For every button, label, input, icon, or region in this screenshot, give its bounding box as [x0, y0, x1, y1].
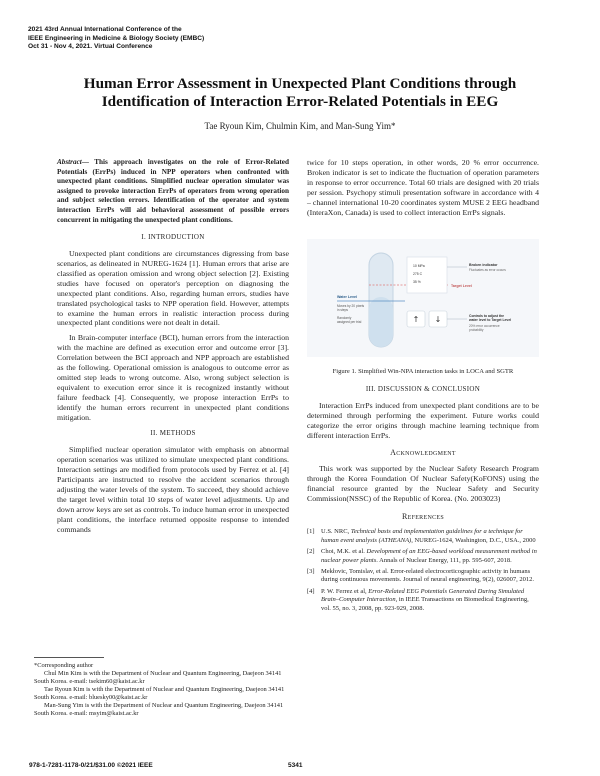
acknowledgment-paragraph: This work was supported by the Nuclear Safety Research Program through the Korea Foundation Of Nuclear Safety(KoFONS) using the financial resource granted by the Nuclear Safety and Security Commission(NSSC) of the Republic of Korea. (No. 2003023) — [307, 463, 539, 503]
conference-line-2: IEEE Engineering in Medicine & Biology Society (EMBC) — [28, 34, 205, 42]
page-number: 5341 — [288, 762, 303, 769]
water-level-desc-2: in steps — [337, 308, 348, 313]
reference-number: [1] — [307, 528, 315, 536]
reference-item — [307, 548, 539, 565]
conference-header — [28, 26, 328, 52]
reference-prefix: Mekłovic, Tomislav, et al. Error-related electrocorticographic activity in humans during continuous movements. Journal of neural engineering, 9(2), 026007, 2012. — [321, 567, 535, 584]
reference-prefix: P. W. Ferrez et al, — [321, 587, 369, 595]
reference-item — [307, 528, 539, 545]
tank-water — [369, 297, 393, 347]
intro-paragraph-1: Unexpected plant conditions are circumstances digressing from base scenarios, as delineated in NUREG-1624 [1]. Human errors that arise are classified as operation omission and wrong object selection [2]. Existing studies have focused on operator's perception on diagnosing the unexpected plant conditions. Also, regarding human errors, studies have translated psychological tasks to NPP operation field. However, attempts to examine the human errors in realistic interaction process during unexpected plant conditions were not dealt in detail. — [57, 249, 289, 328]
randomly-desc: assigned per trial — [337, 320, 362, 325]
water-level-label: Water Level — [337, 295, 358, 300]
methods-heading: II. METHODS — [150, 429, 196, 438]
abstract-label: Abstract— — [57, 158, 89, 166]
reference-text — [321, 568, 539, 585]
controls-desc-2: probability — [469, 328, 484, 333]
reference-suffix: , in IEEE Transactions on Biomedical Engineering, vol. 55, no. 3, 2008, pp. 923-929, 2008. — [321, 596, 529, 612]
reference-number: [3] — [307, 567, 315, 575]
reference-number: [2] — [307, 548, 315, 556]
right-column — [307, 158, 539, 616]
up-arrow-icon: ↑ — [412, 315, 420, 325]
conference-line-3: Oct 31 - Nov 4, 2021. Virtual Conference — [28, 43, 153, 51]
reference-item — [307, 568, 539, 585]
indicator-value-3: 35 % — [413, 280, 421, 285]
footnote-2: Tae Ryoun Kim is with the Department of Nuclear and Quantum Engineering, Daejeon 34141 South Korea. e-mail: bluesky00@kaist.ac.kr — [34, 686, 285, 701]
reference-number: [4] — [307, 587, 315, 595]
paper-title — [40, 75, 560, 111]
indicator-value-2: 275 C — [413, 272, 423, 277]
references-heading: References — [401, 512, 444, 522]
reference-title: Technical basis and implementation guidelines for a technique for human event analysis (ATHEANA) — [321, 528, 523, 544]
figure-caption: Figure 1. Simplified Win-NPA interaction tasks in LOCA and SGTR — [332, 368, 514, 376]
title-line-2: Identification of Interaction Error-Related Potentials in EEG — [101, 93, 499, 110]
reference-title: Error-Related EEG Potentials Generated During Simulated Brain–Computer Interaction — [321, 587, 525, 604]
footnotes — [34, 657, 292, 718]
footnote-rule — [34, 657, 104, 658]
discussion-heading: III. DISCUSSION & CONCLUSION — [365, 385, 481, 394]
footnote-1: Chul Min Kim is with the Department of Nuclear and Quantum Engineering, Daejeon 34141 South Korea. e-mail: tsekim60@kaist.ac.kr — [34, 670, 282, 685]
abstract-text: This approach investigates on the role of Error-Related Potentials (ErrPs) induced in NPP operators when confronted with unexpected plant conditions. Simplified nuclear operation simulator was assigned to provoke interaction ErrPs of operators from wrong operation and subject selection errors. Identification of the operator and system interaction ErrPs will aid behavioral assessment of possible errors concurrent in mitigating the unexpected plant conditions. — [57, 158, 289, 224]
methods-paragraph-1: Simplified nuclear operation simulator with emphasis on abnormal operation scenarios was utilized to simulate unexpected plant conditions. Interaction settings are modified from protocols used by Ferrez et al. [4] Participants are instructed to resolve the accident scenarios through adjusting the water levels of the system. To succeed, they should achieve the target level within total 10 steps of water level adjustments. Up and down arrow keys are set as controls. To induce human error in unexpected plant conditions, the interface returned opposite response to intended commands — [57, 445, 289, 534]
reference-suffix: . Annals of Nuclear Energy, 111, pp. 595-607, 2018. — [376, 556, 512, 564]
reference-item — [307, 588, 539, 613]
intro-paragraph-2: In Brain-computer interface (BCI), human errors from the interaction with the machine are defined as execution error and outcome error [3]. Correlation between the BCI approach and NPP approach are established as the following. Operational omission is analogous to outcome error as omitted step leads to wrong outcome. Also, wrong subject selection is equivalent to execution error since it is recognized instantly without failure feedback [4]. Consequently, we propose interaction ErrPs to identify the human errors recurrent in unexpected plant conditions mitigation. — [57, 333, 289, 422]
left-column — [57, 158, 289, 540]
conference-line-1: 2021 43rd Annual International Conference of the — [28, 26, 182, 33]
authors: Tae Ryoun Kim, Chulmin Kim, and Man-Sung Yim* — [204, 121, 396, 131]
title-line-1: Human Error Assessment in Unexpected Plant Conditions through — [83, 75, 517, 92]
footnote-3: Man-Sung Yim is with the Department of Nuclear and Quantum Engineering, Daejeon 34141 South Korea. e-mail: msyim@kaist.ac.kr — [34, 702, 284, 717]
controls-label-2: water level to Target Level — [469, 318, 512, 323]
reference-text — [321, 548, 539, 565]
broken-indicator-label: Broken indicator — [469, 263, 498, 268]
abstract — [57, 158, 289, 225]
reference-suffix: , NUREG-1624, Washington, D.C., USA., 2000 — [411, 536, 536, 544]
reference-prefix: Choi, M.K. et al. — [321, 548, 367, 556]
reference-prefix: U.S. NRC, — [321, 528, 351, 536]
reference-title: Development of an EEG-based workload measurement method in nuclear power plants — [321, 548, 537, 564]
figure-1-diagram — [307, 239, 539, 357]
reference-text — [321, 528, 539, 545]
randomly-label: Randomly — [337, 316, 352, 321]
intro-heading: I. INTRODUCTION — [141, 233, 205, 242]
footer-isbn: 978-1-7281-1178-0/21/$31.00 ©2021 IEEE — [29, 762, 153, 769]
discussion-paragraph: Interaction ErrPs induced from unexpected plant conditions are to be determined through performing the experiment. Future works could categorize the error origins through machine learning technique from different interaction ErrPs. — [307, 401, 539, 440]
acknowledgment-heading: Acknowledgment — [390, 447, 456, 457]
controls-desc-1: 20% error occurrence — [469, 324, 500, 329]
references-list — [307, 528, 539, 613]
controls-label-1: Controls to adjust the — [469, 314, 505, 319]
figure-1 — [307, 239, 539, 357]
down-arrow-icon: ↓ — [434, 315, 442, 325]
broken-indicator-desc: Fluctuates as error occurs — [469, 268, 506, 273]
methods-paragraph-2: twice for 10 steps operation, in other words, 20 % error occurrence. Broken indicator is set to indicate the fluctuation of operation parameters in response to error occurrence. Total 60 trials are designed with 20 trials per session. Psychopy stimuli presentation software in accordance with 4 – channel international 10-20 coordinates system MUSE 2 EEG headband (InteraXon, Canada) is used to collect interaction ErrPs signals. — [307, 158, 539, 217]
reference-text — [321, 588, 539, 613]
footnote-corresponding: *Corresponding author — [34, 662, 94, 669]
water-level-desc-1: Moves by 20 pixels — [337, 304, 365, 309]
indicator-value-1: 10 MPa — [413, 264, 425, 269]
target-level-label: Target Level — [451, 284, 472, 289]
